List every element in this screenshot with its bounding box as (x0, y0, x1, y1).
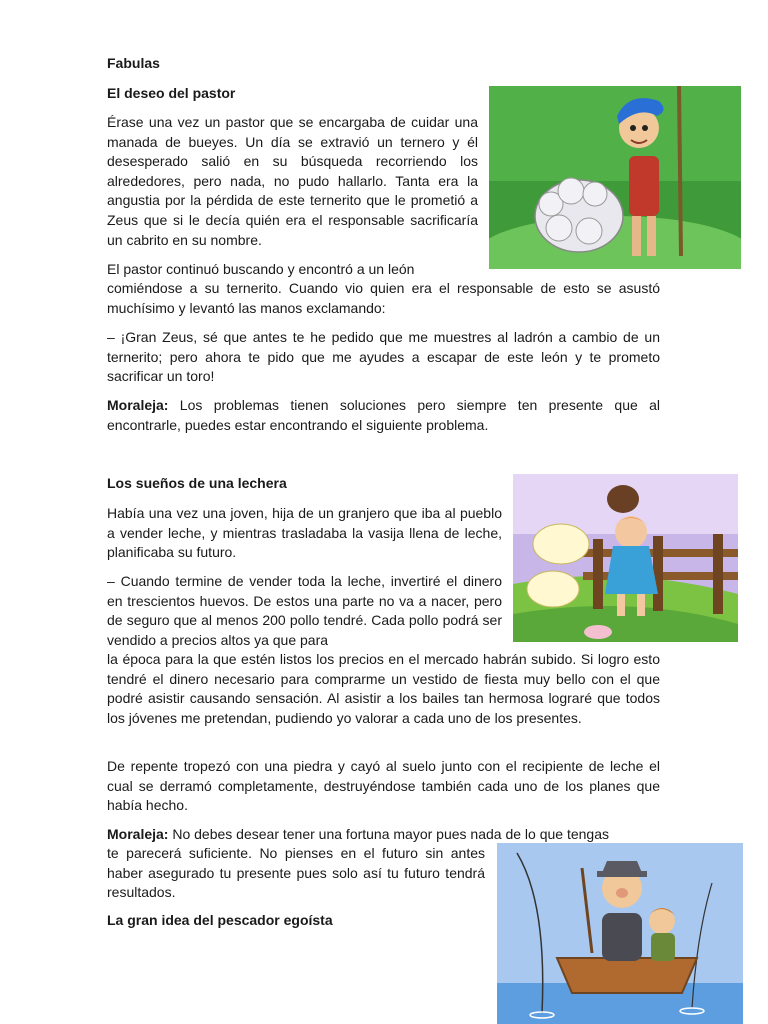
fable-title-pescador: La gran idea del pescador egoísta (107, 912, 333, 928)
fable-pastor-paragraph-2a: El pastor continuó buscando y encontró a un león (107, 261, 415, 277)
fable-pastor-paragraph-2b: comiéndose a su ternerito. Cuando vio quien era el responsable de esto se asustó muchísimo y levantó las manos exclamando: (107, 280, 660, 316)
fable-title-pastor: El deseo del pastor (107, 85, 236, 101)
fable-pastor-paragraph-3: – ¡Gran Zeus, sé que antes te he pedido que me muestres al ladrón a cambio de un ternerito; pero ahora te pido que me ayudes a escapar de este león y te prometo sacrificar un toro! (107, 329, 660, 385)
fable-pastor-paragraph-1: Érase una vez un pastor que se encargaba de cuidar una manada de bueyes. Un día se extravió un ternero y él desesperado salió en su búsqueda recorriendo los alrededores, pero nada, no pudo hallarlo. Tanta era la angustia por la pérdida de este ternerito que le prometió a Zeus que si le decía quién era el responsable sacrificaría un cabrito en su nombre. (107, 114, 478, 248)
shepherd-illustration (489, 86, 741, 269)
fable-lechera-moral-a (107, 825, 660, 845)
document-title: Fabulas (107, 55, 160, 71)
fable-lechera-paragraph-1: Había una vez una joven, hija de un granjero que iba al pueblo a vender leche, y mientras trasladaba la vasija llena de leche, planificaba su futuro. (107, 505, 502, 561)
fisherman-illustration (497, 843, 743, 1024)
moral-label: Moraleja: (107, 397, 169, 413)
milkmaid-illustration (513, 474, 738, 642)
moral-label: Moraleja: (107, 826, 169, 842)
fable-lechera-paragraph-2a: – Cuando termine de vender toda la leche, invertiré el dinero en trescientos huevos. De estos una parte no va a nacer, pero de seguro que al menos 200 pollo tendré. Cada pollo podrá ser vendido a precios altos ya que para (107, 573, 502, 648)
fable-title-lechera: Los sueños de una lechera (107, 475, 287, 491)
fable-lechera-paragraph-2b: la época para la que estén listos los precios en el mercado habrán subido. Si logro esto tendré el dinero necesario para comprarme un vestido de fiesta muy bello con el que podré asistir causando sensación. Al asistir a los bailes tan hermosa lograré que todos los jóvenes me pretendan, pudiendo yo valorar a cada uno de los presentes. (107, 651, 660, 726)
fable-lechera-paragraph-3: De repente tropezó con una piedra y cayó al suelo junto con el recipiente de leche el cual se derramó completamente, destruyéndose también cada uno de los planes que había hecho. (107, 758, 660, 814)
moral-text: Los problemas tienen soluciones pero siempre ten presente que al encontrarle, puedes estar encontrando el siguiente problema. (107, 397, 660, 433)
fable-pastor-moral (107, 396, 660, 435)
moral-text: No debes desear tener una fortuna mayor pues nada de lo que tengas (168, 826, 609, 842)
fable-lechera-moral-b: te parecerá suficiente. No pienses en el futuro sin antes haber asegurado tu presente pues solo así tu futuro tendrá resultados. (107, 845, 485, 901)
